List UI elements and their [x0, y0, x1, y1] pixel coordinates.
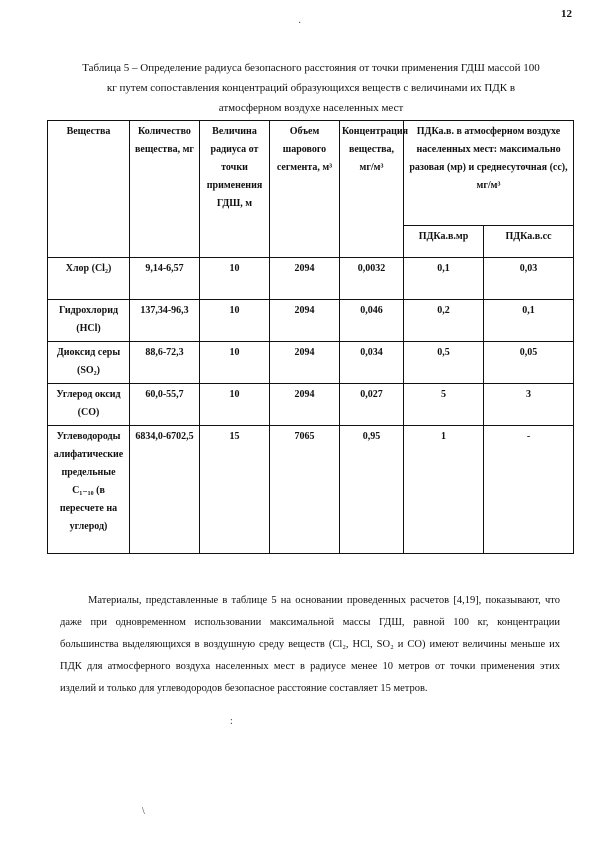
data-table [47, 120, 574, 554]
cell-volume: 2094 [270, 342, 340, 384]
header-radius: Величина радиуса от точки применения ГДШ, м [200, 121, 270, 258]
scan-speck: · [298, 18, 302, 29]
cell-radius: 10 [200, 384, 270, 426]
scan-speck: \ [142, 806, 145, 817]
cell-quantity: 60,0-55,7 [130, 384, 200, 426]
cell-substance: Хлор (Cl₂) [48, 258, 130, 300]
table-row [48, 384, 574, 426]
caption-line-3: атмосферном воздухе населенных мест [218, 102, 404, 114]
table-caption [52, 58, 570, 118]
table-row [48, 342, 574, 384]
cell-pdk-ss: - [484, 426, 574, 554]
cell-pdk-mr: 0,1 [404, 258, 484, 300]
cell-quantity: 137,34-96,3 [130, 300, 200, 342]
cell-pdk-mr: 0,5 [404, 342, 484, 384]
caption-line-2: кг путем сопоставления концентраций образующихся веществ с величинами их ПДК в [106, 82, 516, 94]
cell-radius: 10 [200, 342, 270, 384]
cell-pdk-ss: 0,05 [484, 342, 574, 384]
cell-volume: 7065 [270, 426, 340, 554]
cell-concentration: 0,034 [340, 342, 404, 384]
cell-quantity: 9,14-6,57 [130, 258, 200, 300]
cell-concentration: 0,046 [340, 300, 404, 342]
header-pdk-ss: ПДКа.в.сс [484, 226, 574, 258]
scan-speck: : [230, 716, 233, 727]
page-number: 12 [561, 8, 572, 20]
cell-quantity: 88,6-72,3 [130, 342, 200, 384]
cell-volume: 2094 [270, 258, 340, 300]
cell-concentration: 0,027 [340, 384, 404, 426]
caption-line-1: Таблица 5 – Определение радиуса безопасного расстояния от точки применения ГДШ массой 100 [82, 62, 540, 74]
cell-substance: Диоксид серы (SO₂) [48, 342, 130, 384]
cell-pdk-mr: 0,2 [404, 300, 484, 342]
cell-substance: Гидрохлорид (HCl) [48, 300, 130, 342]
cell-concentration: 0,95 [340, 426, 404, 554]
cell-substance: Углеводороды алифатические предельные C₁₋₁₀ (в пересчете на углерод) [48, 426, 130, 554]
table-row [48, 258, 574, 300]
body-paragraph [60, 590, 560, 700]
header-volume: Объем шарового сегмента, м³ [270, 121, 340, 258]
cell-pdk-mr: 1 [404, 426, 484, 554]
header-concentration: Концентрация вещества, мг/м³ [340, 121, 404, 258]
cell-volume: 2094 [270, 300, 340, 342]
cell-volume: 2094 [270, 384, 340, 426]
cell-radius: 15 [200, 426, 270, 554]
cell-pdk-ss: 3 [484, 384, 574, 426]
table-row [48, 300, 574, 342]
cell-pdk-mr: 5 [404, 384, 484, 426]
table-row [48, 426, 574, 554]
cell-quantity: 6834,0-6702,5 [130, 426, 200, 554]
cell-pdk-ss: 0,03 [484, 258, 574, 300]
header-pdk: ПДКа.в. в атмосферном воздухе населенных мест: максимально разовая (мр) и среднесуточная (сс), мг/м³ [404, 121, 574, 226]
cell-substance: Углерод оксид (CO) [48, 384, 130, 426]
header-pdk-mr: ПДКа.в.мр [404, 226, 484, 258]
cell-concentration: 0,0032 [340, 258, 404, 300]
cell-pdk-ss: 0,1 [484, 300, 574, 342]
paragraph-text: Материалы, представленные в таблице 5 на основании проведенных расчетов [4,19], показывают, что даже при одновременном использовании максимальной массы ГДШ, равной 100 кг, концентрации большинства выделяющихся в воздушную среду веществ (Cl₂, HCl, SO₂ и CO) имеют величины меньше их ПДК для атмосферного воздуха населенных мест в радиусе менее 10 метров от точки применения этих изделий и только для углеводородов безопасное расстояние составляет 15 метров. [60, 595, 560, 694]
cell-radius: 10 [200, 300, 270, 342]
header-substance: Вещества [48, 121, 130, 258]
cell-radius: 10 [200, 258, 270, 300]
header-quantity: Количество вещества, мг [130, 121, 200, 258]
